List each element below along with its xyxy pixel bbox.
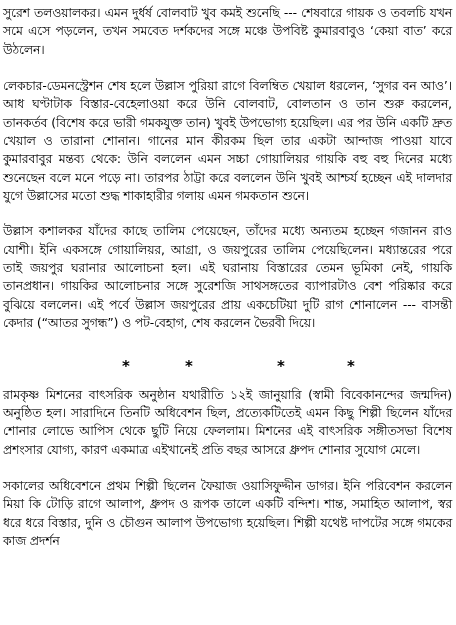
separator-star: *: [277, 356, 285, 375]
paragraph-gap: [3, 205, 452, 222]
separator-star: *: [185, 356, 193, 375]
paragraph-4: রামকৃষ্ণ মিশনের বাৎসরিক অনুষ্ঠান যথারীতি ১২ই জানুয়ারি (স্বামী বিবেকানন্দের জন্মদিন) অনুষ্ঠিত হল। সারাদিনে তিনটি অধিবেশন ছিল, প্রত্যেকটিতেই এমন কিছু শিল্পী ছিলেন যাঁদের শোনার লোভে আপিস থেকে ছুটি নিয়ে ফেললাম। মিশনের এই বাৎসরিক সঙ্গীতসভা বিশেষ প্রশংসার যোগ্য, কারণ একমাত্র এইখানেই প্রতি বছর আসরে ধ্রুপদ শোনার সুযোগ মেলে।: [3, 387, 452, 457]
separator-star: *: [347, 356, 355, 375]
paragraph-3: উল্লাস কশালকর যাঁদের কাছে তালিম পেয়েছেন, তাঁদের মধ্যে অন্যতম হচ্ছেন গজানন রাও যোশী। ইনি একসঙ্গে গোয়ালিয়র, আগ্রা, ও জয়পুরের তালিম পেয়েছিলেন। মধ্যান্তরের পরে তাই জয়পুর ঘরানার আলোচনা হল। এই ঘরানায় বিস্তারের তেমন ভূমিকা নেই, গায়কি তানপ্রধান। গায়কির আলোচনার সঙ্গে সুরেশজি সাথসঙ্গতের ব্যাপারটাও বেশ পরিষ্কার করে বুঝিয়ে বললেন। এই পর্বে উল্লাস জয়পুরের প্রায় একচেটিয়া দুটি রাগ শোনালেন --- বাসন্তী কেদার (“আতর সুগন্ধ”) ও পট-বেহাগ, শেষ করলেন ভৈরবী দিয়ে।: [3, 224, 452, 331]
paragraph-1: সুরেশ তলওয়ালকর। এমন দুর্ধর্ষ বোলবাট খুব কমই শুনেছি --- শেষবারে গায়ক ও তবলচি যখন সমে এসে পড়লেন, তখন সমবেত দর্শকদের সঙ্গে মঞ্চে উপবিষ্ট কুমারবাবুও ‘কেয়া বাত’ করে উঠলেন।: [3, 6, 452, 57]
paragraph-gap: [3, 459, 452, 477]
separator-star: *: [122, 356, 130, 375]
paragraph-2: লেকচার-ডেমনস্ট্রেশন শেষ হলে উল্লাস পুরিয়া রাগে বিলম্বিত খেয়াল ধরলেন, ‘সুগর বন আও’। আধ ঘণ্টাটাক বিস্তার-বেহেলাওয়া করে উনি বোলবাট, বোলতান ও তান শুরু করলেন, তানকর্তব (বিশেষ করে ভারী গমকযুক্ত তান) খুবই উপভোগ্য হয়েছিল। এর পর উনি একটি দ্রুত খেয়াল ও তারানা শোনান। গানের মান কীরকম ছিল তার একটা আন্দাজ পাওয়া যাবে কুমারবাবুর মন্তব্য থেকে: উনি বললেন এমন সচ্চা গোয়ালিয়র গায়কি বহু বহু দিনের মধ্যে শুনেছেন বলে মনে পড়ে না। তারপর ঠাট্টা করে বললেন উনি খুবই আশ্চর্য হচ্ছেন এই দালদার যুগে উল্লাসের মতো শুদ্ধ শাকাহারীর গলায় এমন গমকতান শুনে।: [3, 79, 452, 204]
paragraph-gap: [3, 369, 452, 386]
section-separator: [3, 333, 452, 375]
paragraph-5: সকালের অধিবেশনে প্রথম শিল্পী ছিলেন ফৈয়াজ ওয়াসিফুদ্দীন ডাগর। ইনি পরিবেশন করলেন মিয়া কি টোড়ি রাগে আলাপ, ধ্রুপদ ও রূপক তালে একটি বন্দিশ। শান্ত, সমাহিত আলাপ, স্বর ধরে ধরে বিস্তার, দুনি ও চৌগুন আলাপ উপভোগ্য হয়েছিল। শিল্পী যথেষ্ট দাপটের সঙ্গে গমকের কাজ প্রদর্শন: [3, 478, 452, 548]
paragraph-gap: [3, 59, 452, 77]
